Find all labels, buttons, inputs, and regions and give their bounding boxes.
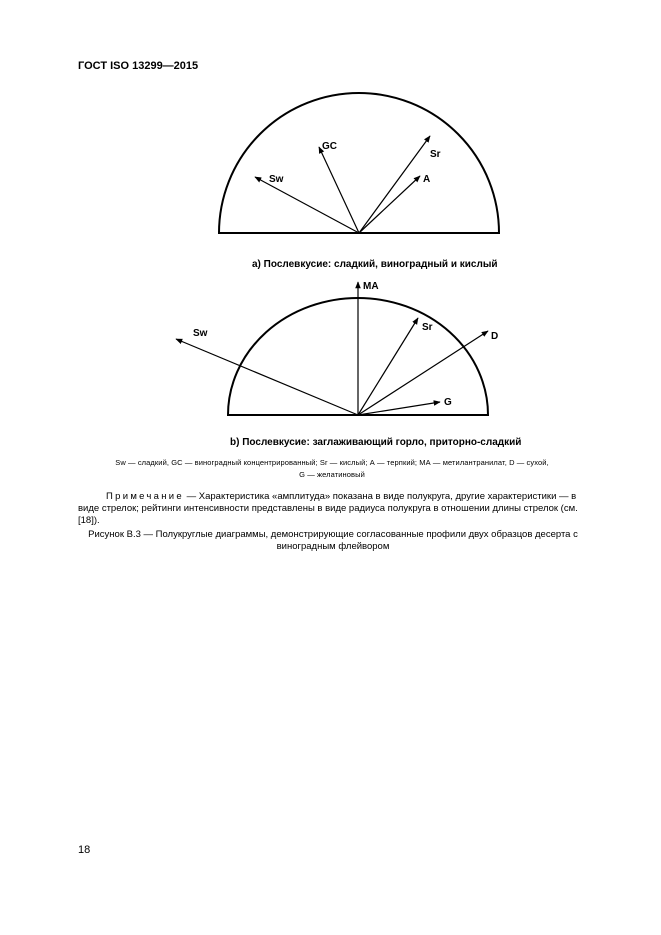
diagram-b-label-sr: Sr (422, 322, 433, 333)
diagram-a-label-a: A (423, 174, 431, 185)
figure-caption: Рисунок В.3 — Полукруглые диаграммы, демонстрирующие согласованные профили двух образцов десерта с виноградным флейвором (88, 529, 578, 552)
diagram-a-arrow-sw (255, 177, 359, 233)
diagram-b (176, 281, 498, 415)
note-text: — Характеристика «амплитуда» показана в виде полукруга, другие характеристики — в виде стрелок; рейтинги интенсивности представлены в виде радиуса полукруга в отношении длины стрелок (см. [18]). (78, 491, 578, 526)
diagram-a (219, 93, 499, 233)
diagram-a-label-sw: Sw (269, 174, 284, 185)
diagram-a-label-sr: Sr (430, 149, 441, 160)
diagram-a-caption: а) Послевкусие: сладкий, виноградный и кислый (252, 259, 498, 270)
note-label: Примечание (106, 491, 184, 502)
page-number: 18 (78, 844, 91, 856)
diagram-a-arrow-a (359, 176, 420, 233)
document-header: ГОСТ ISO 13299—2015 (78, 60, 199, 72)
diagram-b-label-g: G (444, 397, 452, 408)
diagram-a-label-gc: GC (322, 141, 337, 152)
diagram-b-arrow-d (358, 331, 488, 415)
note-paragraph (78, 491, 588, 527)
diagram-b-label-ma: MA (363, 281, 379, 292)
diagram-b-arrow-sw (176, 339, 358, 415)
diagram-a-arrow-sr (359, 136, 430, 233)
diagram-b-arrow-sr (358, 318, 418, 415)
legend-line-2: G — желатиновый (299, 470, 365, 479)
diagram-b-arrow-g (358, 402, 440, 415)
diagram-b-label-sw: Sw (193, 328, 208, 339)
diagram-b-caption: b) Послевкусие: заглаживающий горло, приторно-сладкий (230, 437, 522, 448)
diagram-a-arrow-gc (319, 147, 359, 233)
diagram-b-label-d: D (491, 331, 499, 342)
diagram-a-semicircle (219, 93, 499, 233)
legend-line-1: Sw — сладкий, GC — виноградный концентрированный; Sr — кислый; А — терпкий; МА — метилантранилат, D — сухой, (115, 458, 549, 467)
abbreviations-legend (92, 457, 572, 481)
